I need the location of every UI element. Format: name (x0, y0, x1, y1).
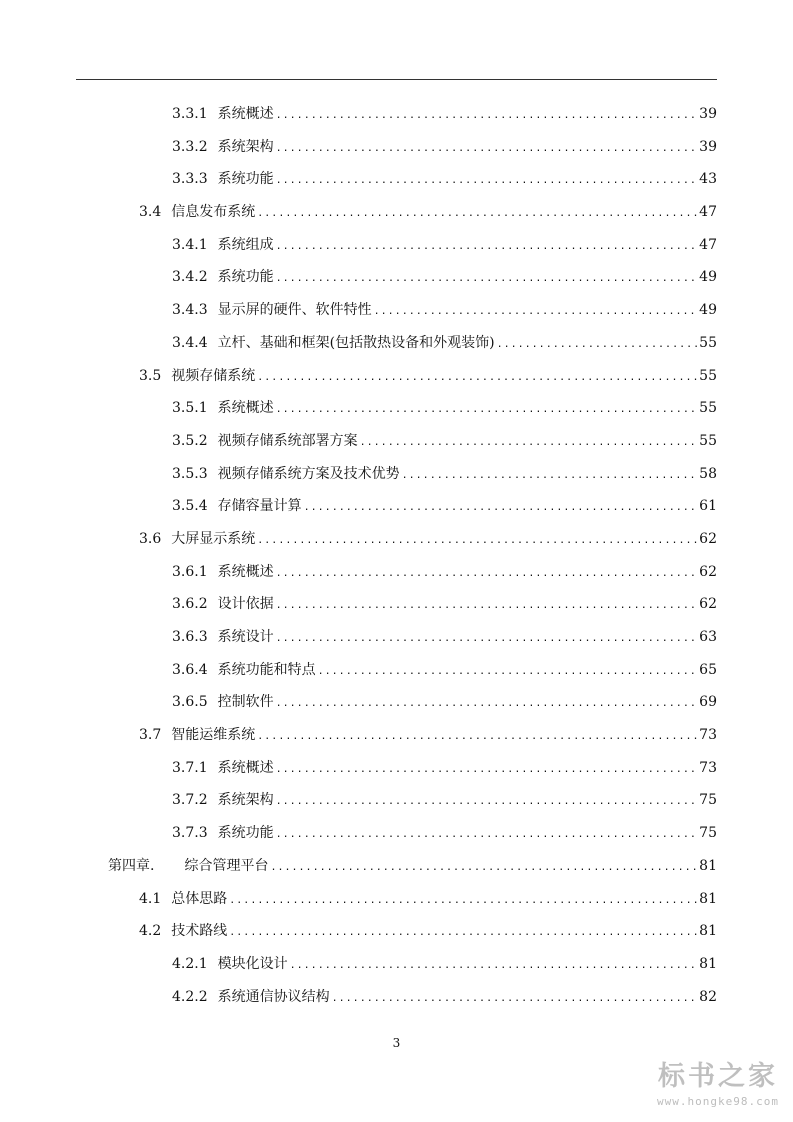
toc-entry-page: 62 (699, 563, 717, 580)
toc-entry-page: 81 (699, 857, 717, 874)
toc-entry-title: 存储容量计算 (217, 498, 302, 515)
toc-entry-page: 47 (699, 204, 717, 221)
toc-entry[interactable] (0, 261, 793, 294)
toc-entry-page: 55 (699, 367, 717, 384)
toc-entry-title: 系统功能 (217, 171, 274, 188)
toc-entry-page: 47 (699, 236, 717, 253)
toc-entry[interactable] (0, 360, 793, 393)
toc-entry-number: 3.7 (139, 727, 162, 744)
toc-entry-page: 39 (699, 138, 717, 155)
toc-entry[interactable] (0, 588, 793, 621)
toc-leader-dots (276, 786, 698, 819)
toc-leader-dots (276, 263, 698, 296)
toc-entry-number: 3.4.4 (172, 334, 208, 351)
toc-entry-page: 63 (699, 629, 717, 645)
toc-entry-title: 显示屏的硬件、软件特性 (217, 302, 372, 319)
toc-entry-title: 智能运维系统 (171, 727, 256, 744)
toc-entry-page: 55 (699, 432, 717, 449)
toc-leader-dots (229, 917, 697, 950)
toc-entry-number: 3.5.1 (172, 400, 208, 417)
toc-leader-dots (257, 362, 697, 395)
toc-entry-title: 技术路线 (171, 923, 228, 940)
toc-entry-page: 55 (699, 334, 717, 351)
toc-entry-page: 39 (699, 106, 717, 122)
watermark-title: 标书之家 (658, 1061, 779, 1092)
toc-entry-page: 43 (699, 171, 717, 188)
toc-leader-dots (257, 721, 697, 754)
toc-entry-number: 4.2.1 (172, 955, 208, 972)
toc-entry-title: 系统功能 (217, 269, 274, 286)
toc-entry[interactable] (0, 556, 793, 589)
toc-entry[interactable] (0, 981, 793, 1014)
toc-entry-page: 62 (699, 530, 717, 547)
toc-entry-page: 75 (699, 825, 717, 842)
toc-entry[interactable] (0, 523, 793, 556)
toc-leader-dots (276, 133, 698, 166)
toc-entry-title: 视频存储系统 (171, 367, 256, 384)
toc-entry-page: 73 (699, 727, 717, 744)
toc-entry[interactable] (0, 719, 793, 752)
toc-leader-dots (276, 688, 698, 721)
toc-entry[interactable] (0, 654, 793, 687)
toc-entry[interactable] (0, 752, 793, 785)
toc-entry-number: 4.1 (139, 890, 162, 907)
toc-entry-page: 49 (699, 302, 717, 319)
toc-leader-dots (229, 885, 697, 918)
toc-entry[interactable] (0, 229, 793, 262)
toc-entry-number: 3.6.2 (172, 596, 208, 613)
toc-entry-page: 49 (699, 269, 717, 286)
toc-entry-page: 81 (699, 955, 717, 972)
toc-entry-title: 系统概述 (217, 106, 274, 122)
toc-leader-dots (276, 558, 698, 591)
toc-leader-dots (276, 754, 698, 787)
toc-entry-number: 3.4.1 (172, 236, 208, 253)
toc-leader-dots (290, 950, 698, 983)
toc-entry[interactable] (0, 294, 793, 327)
toc-entry-number: 3.4.3 (172, 302, 208, 319)
toc-entry-page: 65 (699, 661, 717, 678)
toc-leader-dots (276, 590, 698, 623)
toc-entry-page: 61 (699, 498, 717, 515)
toc-entry-number: 3.6 (139, 530, 162, 547)
toc-entry[interactable] (0, 163, 793, 196)
toc-entry-number: 3.5.3 (172, 465, 208, 482)
toc-entry-number: 3.3.1 (172, 106, 208, 122)
toc-entry-title: 系统概述 (217, 400, 274, 417)
toc-entry-title: 系统设计 (217, 629, 274, 645)
toc-entry-number: 3.5.2 (172, 432, 208, 449)
toc-entry-page: 81 (699, 890, 717, 907)
toc-leader-dots (257, 525, 697, 558)
toc-leader-dots (276, 623, 698, 656)
toc-entry-title: 系统通信协议结构 (217, 988, 330, 1005)
toc-leader-dots (257, 198, 697, 231)
toc-entry-number: 3.4 (139, 204, 162, 221)
toc-leader-dots (332, 983, 698, 1016)
toc-entry[interactable] (0, 490, 793, 523)
toc-entry[interactable] (0, 784, 793, 817)
toc-entry[interactable] (0, 196, 793, 229)
toc-entry-title: 系统功能和特点 (217, 661, 316, 678)
toc-entry-page: 62 (699, 596, 717, 613)
toc-entry[interactable] (0, 883, 793, 916)
toc-leader-dots (318, 656, 698, 689)
watermark-url: www.hongke98.com (657, 1095, 779, 1108)
table-of-contents (0, 98, 793, 1013)
toc-entry-number: 3.3.3 (172, 171, 208, 188)
toc-entry-title: 视频存储系统部署方案 (217, 432, 358, 449)
toc-entry-title: 系统架构 (217, 138, 274, 155)
toc-entry-number: 3.6.3 (172, 629, 208, 645)
toc-entry-number: 3.6.4 (172, 661, 208, 678)
toc-leader-dots (276, 819, 698, 852)
toc-entry-title: 控制软件 (217, 694, 274, 711)
toc-entry-page: 69 (699, 694, 717, 711)
toc-entry-title: 系统概述 (217, 759, 274, 776)
toc-entry[interactable] (0, 850, 793, 883)
toc-entry-number: 3.5.4 (172, 498, 208, 515)
toc-entry-title: 设计依据 (217, 596, 274, 613)
toc-entry-number: 3.6.5 (172, 694, 208, 711)
page-number: 3 (392, 1036, 401, 1050)
toc-entry-page: 81 (699, 923, 717, 940)
toc-entry-title: 系统组成 (217, 236, 274, 253)
toc-entry-title: 系统概述 (217, 563, 274, 580)
toc-entry-title: 系统架构 (217, 792, 274, 809)
toc-entry[interactable] (0, 327, 793, 360)
toc-leader-dots (276, 231, 698, 264)
toc-entry[interactable] (0, 98, 793, 131)
toc-entry[interactable] (0, 458, 793, 491)
toc-entry[interactable] (0, 425, 793, 458)
toc-entry-page: 73 (699, 759, 717, 776)
toc-entry-title: 模块化设计 (217, 955, 288, 972)
toc-leader-dots (360, 427, 698, 460)
toc-entry[interactable] (0, 621, 793, 654)
toc-entry-number: 4.2 (139, 923, 162, 940)
toc-leader-dots (374, 296, 698, 329)
watermark-logo (657, 1054, 779, 1108)
toc-entry-title: 系统功能 (217, 825, 274, 842)
header-rule (76, 79, 717, 80)
toc-entry-title: 综合管理平台 (184, 857, 269, 874)
toc-entry-number: 3.7.2 (172, 792, 208, 809)
toc-leader-dots (276, 165, 698, 198)
toc-entry-number: 3.7.3 (172, 825, 208, 842)
toc-entry[interactable] (0, 131, 793, 164)
toc-entry[interactable] (0, 686, 793, 719)
toc-entry-number: 3.5 (139, 367, 162, 384)
toc-leader-dots (276, 100, 698, 133)
toc-entry-number: 3.4.2 (172, 269, 208, 286)
toc-leader-dots (304, 492, 698, 525)
toc-entry-number: 第四章. (108, 857, 155, 874)
toc-entry-title: 总体思路 (171, 890, 228, 907)
toc-entry-number: 3.6.1 (172, 563, 208, 580)
toc-entry-page: 58 (699, 465, 717, 482)
toc-entry[interactable] (0, 817, 793, 850)
toc-entry-title: 信息发布系统 (171, 204, 256, 221)
toc-entry-page: 82 (699, 988, 717, 1005)
toc-entry[interactable] (0, 392, 793, 425)
toc-entry-page: 55 (699, 400, 717, 417)
toc-entry[interactable] (0, 948, 793, 981)
toc-entry-page: 75 (699, 792, 717, 809)
toc-entry[interactable] (0, 915, 793, 948)
toc-leader-dots (497, 329, 698, 362)
toc-leader-dots (276, 394, 698, 427)
toc-entry-title: 立杆、基础和框架(包括散热设备和外观装饰) (217, 334, 495, 351)
toc-leader-dots (402, 460, 698, 493)
toc-entry-number: 3.3.2 (172, 138, 208, 155)
toc-leader-dots (270, 852, 697, 885)
toc-entry-number: 3.7.1 (172, 759, 208, 776)
toc-entry-number: 4.2.2 (172, 988, 208, 1005)
toc-entry-title: 视频存储系统方案及技术优势 (217, 465, 400, 482)
toc-entry-title: 大屏显示系统 (171, 530, 256, 547)
